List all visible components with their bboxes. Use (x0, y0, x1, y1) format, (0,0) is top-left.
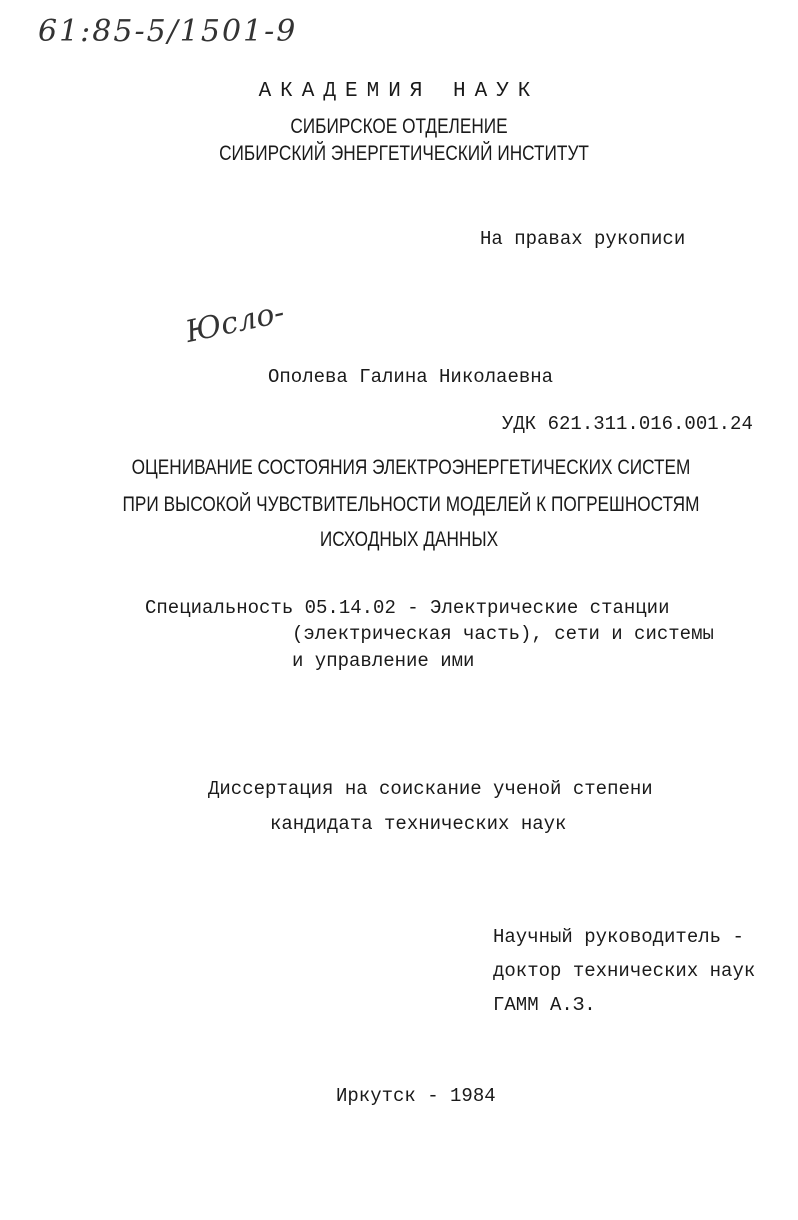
specialty-line-2: (электрическая часть), сети и системы (292, 623, 714, 645)
udc-code: УДК 621.311.016.001.24 (502, 413, 753, 435)
manuscript-rights: На правах рукописи (480, 228, 686, 250)
specialty-line-1: Специальность 05.14.02 - Электрические станции (145, 597, 670, 619)
title-line-1: ОЦЕНИВАНИЕ СОСТОЯНИЯ ЭЛЕКТРОЭНЕРГЕТИЧЕСКИХ СИСТЕМ (131, 456, 691, 479)
title-line-3: ИСХОДНЫХ ДАННЫХ (319, 528, 499, 551)
supervisor-line-2: доктор технических наук (493, 960, 756, 982)
author-name: Ополева Галина Николаевна (268, 366, 554, 388)
specialty-line-3: и управление ими (292, 650, 475, 672)
branch-heading: СИБИРСКОЕ ОТДЕЛЕНИЕ (290, 115, 508, 138)
supervisor-line-3: ГАММ А.З. (493, 994, 596, 1016)
dissertation-line-2: кандидата технических наук (270, 813, 567, 835)
place-year: Иркутск - 1984 (336, 1085, 496, 1107)
academy-heading: АКАДЕМИЯ НАУК (258, 80, 540, 103)
title-line-2: ПРИ ВЫСОКОЙ ЧУВСТВИТЕЛЬНОСТИ МОДЕЛЕЙ К ПОГРЕШНОСТЯМ (122, 493, 700, 516)
signature: Юсло- (182, 294, 288, 351)
archive-number: 61:85-5/1501-9 (38, 14, 298, 49)
dissertation-line-1: Диссертация на соискание ученой степени (208, 778, 653, 800)
institute-heading: СИБИРСКИЙ ЭНЕРГЕТИЧЕСКИЙ ИНСТИТУТ (219, 142, 589, 165)
supervisor-line-1: Научный руководитель - (493, 926, 744, 948)
